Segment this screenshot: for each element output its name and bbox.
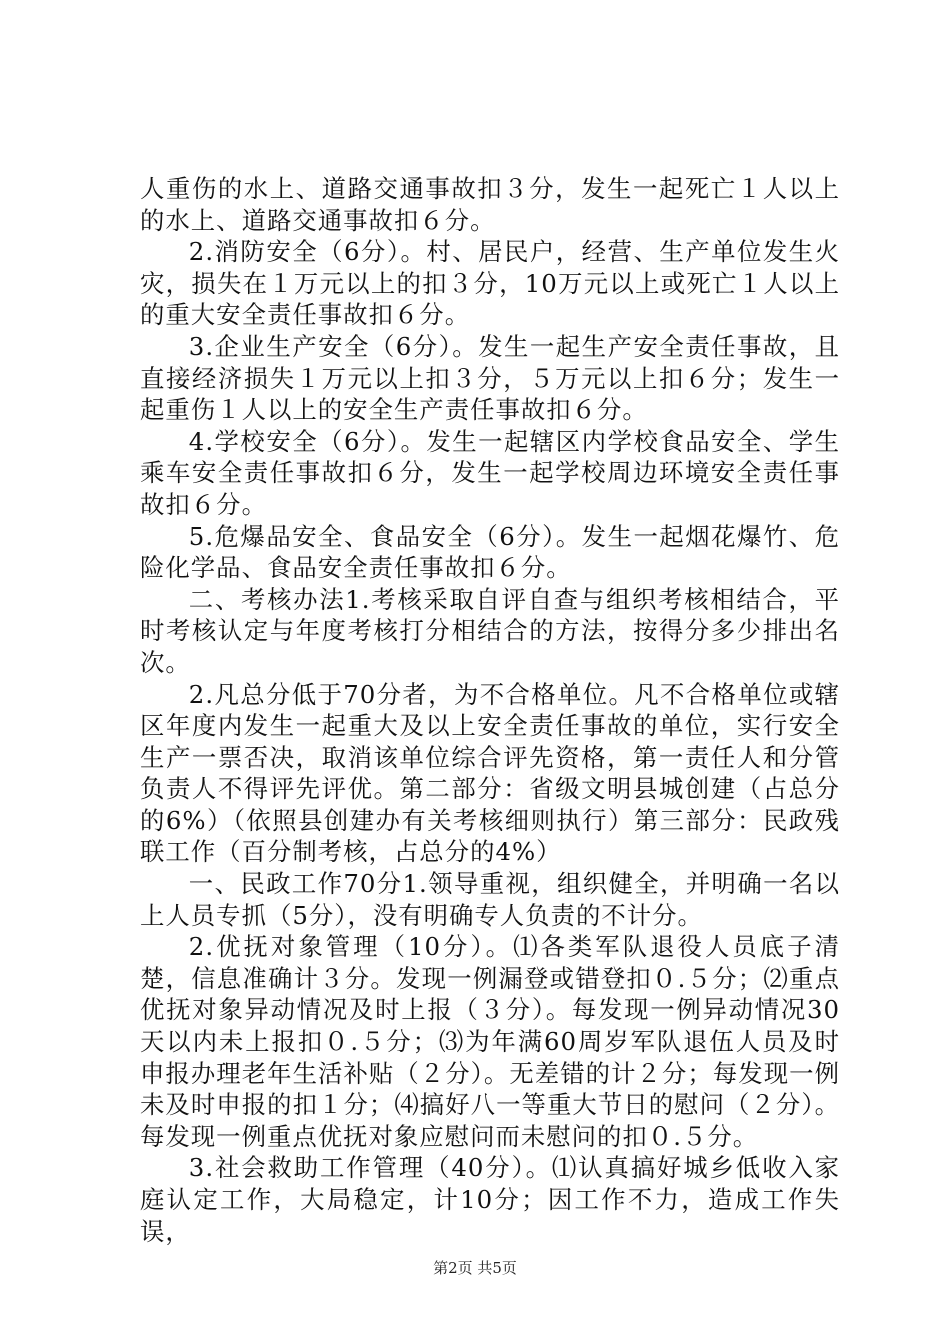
document-body — [140, 173, 840, 1247]
paragraph-9: 2.优抚对象管理（10分）。⑴各类军队退役人员底子清楚，信息准确计３分。发现一例漏登或错登扣０.５分；⑵重点优抚对象异动情况及时上报（３分）。每发现一例异动情况30天以内未上报扣０.５分；⑶为年满60周岁军队退伍人员及时申报办理老年生活补贴（２分）。无差错的计２分；每发现一例未及时申报的扣１分；⑷搞好八一等重大节日的慰问（２分）。每发现一例重点优抚对象应慰问而未慰问的扣０.５分。 — [140, 932, 840, 1151]
paragraph-5: 5.危爆品安全、食品安全（6分）。发生一起烟花爆竹、危险化学品、食品安全责任事故扣６分。 — [140, 521, 840, 583]
paragraph-3: 3.企业生产安全（6分）。发生一起生产安全责任事故，且直接经济损失１万元以上扣３分，５万元以上扣６分；发生一起重伤１人以上的安全生产责任事故扣６分。 — [140, 331, 840, 425]
page-footer: 第2页 共5页 — [433, 1259, 517, 1277]
paragraph-7: 2.凡总分低于70分者，为不合格单位。凡不合格单位或辖区年度内发生一起重大及以上安全责任事故的单位，实行安全生产一票否决，取消该单位综合评先资格，第一责任人和分管负责人不得评先评优。第二部分：省级文明县城创建（占总分的6%）（依照县创建办有关考核细则执行）第三部分：民政残联工作（百分制考核，占总分的4%） — [140, 679, 840, 867]
paragraph-10: 3.社会救助工作管理（40分）。⑴认真搞好城乡低收入家庭认定工作，大局稳定，计10分；因工作不力，造成工作失误， — [140, 1153, 840, 1246]
paragraph-8: 一、民政工作70分1.领导重视，组织健全，并明确一名以上人员专抓（5分），没有明确专人负责的不计分。 — [140, 869, 840, 930]
paragraph-2: 2.消防安全（6分）。村、居民户，经营、生产单位发生火灾，损失在１万元以上的扣３分，10万元以上或死亡１人以上的重大安全责任事故扣６分。 — [140, 237, 840, 330]
paragraph-6: 二、考核办法1.考核采取自评自查与组织考核相结合，平时考核认定与年度考核打分相结合的方法，按得分多少排出名次。 — [140, 584, 840, 677]
paragraph-1: 人重伤的水上、道路交通事故扣３分，发生一起死亡１人以上的水上、道路交通事故扣６分。 — [140, 174, 840, 235]
paragraph-4: 4.学校安全（6分）。发生一起辖区内学校食品安全、学生乘车安全责任事故扣６分，发生一起学校周边环境安全责任事故扣６分。 — [140, 426, 840, 519]
